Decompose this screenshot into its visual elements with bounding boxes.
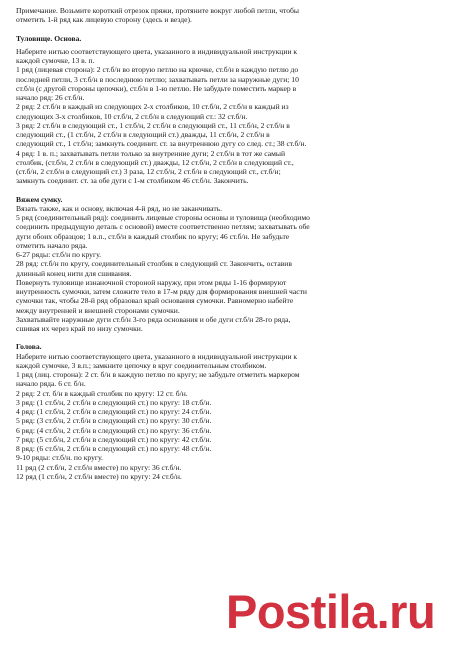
text-line: следующий ст., (1 ст.б/н, 2 ст.б/н в следующий ст.) дважды, 11 ст.б/н, 2 ст.б/н в [16,130,270,139]
head-section-text [16,352,448,482]
text-line: каждой сумочке, 13 в. п. [16,56,95,65]
text-line: 2 ряд: 2 ст.б/н в каждый из следующих 2-х столбиков, 10 ст.б/н, 2 ст.б/н в каждый из [16,102,289,112]
text-line: Повернуть туловище изнаночной стороной наружу, при этом ряды 1-16 формируют [16,277,287,287]
text-line: столбик, (ст.б/н, 2 ст.б/н в следующий ст.) дважды, 12 ст.б/н, 2 ст.б/н в следующий ст., [16,157,294,167]
text-line: 5 ряд: (3 ст.б/н, 2 ст.б/н в следующий ст.) по кругу: 30 ст.б/н. [16,416,212,426]
text-line: ст.б/н (с другой стороны цепочки), ст.б/н в 1-ю петлю. Не забудьте поместить маркер в [16,83,297,93]
watermark-logo: Postila.ru [226,585,436,638]
body-section-text [16,47,448,186]
text-line: начало ряда. 6 ст. б/н. [16,379,86,389]
text-line: 1 ряд (лицевая сторона): 2 ст.б/н во вторую петлю на крючке, ст.б/н в каждую петлю до [16,65,299,75]
text-line: отметить начало ряда. [16,240,88,250]
text-line: 1 ряд (лиц. сторона): 2 ст. б/н в каждую петлю по кругу; не забудьте отметить маркером [16,370,300,379]
text-line: 2 ряд: 2 ст. б/н в каждый столбик по кругу: 12 ст. б/н. [16,388,188,398]
text-line: 3 ряд: (1 ст.б/н, 2 ст.б/н в следующий ст.) по кругу: 18 ст.б/н. [16,397,212,407]
section-heading: Голова. [16,342,42,352]
text-line: 12 ряд (1 ст.б/н, 2 ст.б/н вместе) по кругу: 24 ст.б/н. [16,471,182,481]
text-line: следующих 3-х столбиков, 10 ст.б/н, 2 ст.б/н в следующий ст.: 32 ст.б/н. [16,111,248,121]
text-line: 4 ряд: (1 ст.б/н, 2 ст.б/н в следующий ст.) по кругу: 24 ст.б/н. [16,407,212,416]
text-line: сшивая их через край по низу сумочки. [16,324,143,333]
text-line: 7 ряд: (5 ст.б/н, 2 ст.б/н в следующий ст.) по кругу: 42 ст.б/н. [16,434,212,444]
body-section [16,34,448,186]
text-line: каждой сумочке, 3 в.п.; замкните цепочку в круг соединительным столбиком. [16,360,267,370]
text-line: 5 ряд (соединительный ряд): соединить лицевые стороны основы и туловища (необходимо [16,213,310,222]
text-line: начало ряд: 26 ст.б/н. [16,93,85,102]
text-line: соединить предыдущую деталь с основой) вместе соответственно петлям; захватывать обе [16,222,310,232]
text-line: замкнуть соединит. ст. за обе дуги с 1-м столбиком 46 ст.б/н. Закончить. [16,176,249,186]
bag-section [16,195,448,334]
text-line: внутренность сумочки, затем сложите тело в 17-м ряду для формирования внешней части [16,287,307,296]
note-line: отметить 1-й ряд как лицевую сторону (здесь и везде). [16,15,192,25]
text-line: между внутренней и внешней сторонами сумочки. [16,305,180,315]
text-line: 3 ряд: 2 ст.б/н в следующий ст., 1 ст.б/н, 2 ст.б/н в следующий ст., 11 ст.б/н, 2 ст.б/н в [16,120,290,130]
text-line: 8 ряд: (6 ст.б/н, 2 ст.б/н в следующий ст.) по кругу: 48 ст.б/н. [16,444,212,453]
text-line: Наберите нитью соответствующего цвета, указанного в индивидуальной инструкции к [16,46,298,56]
text-line: Наберите нитью соответствующего цвета, указанного в индивидуальной инструкции к [16,351,298,361]
document-page [16,6,448,481]
text-line: дуги обоих образцов; 1 в.п., ст.б/н в каждый столбик по кругу; 46 ст.б/н. Не забудьте [16,231,290,241]
text-line: длинный конец нити для сшивания. [16,268,132,278]
text-line: 9-10 ряды: ст.б/н. по кругу. [16,453,103,463]
text-line: последней петли, 3 ст.б/н в последнюю петлю; захватывать петли за наружные дуги; 10 [16,74,299,84]
text-line: 11 ряд (2 ст.б/н, 2 ст.б/н вместе) по кругу: 36 ст.б/н. [16,462,182,472]
text-line: 4 ряд: 1 в. п.; захватывать петли только за внутренние дуги; 2 ст.б/н в тот же самый [16,148,286,158]
bag-section-text [16,204,448,334]
text-line: 28 ряд: ст.б/н по кругу, соединительный столбик в следующий ст. Закончить, оставив [16,259,292,269]
note-block [16,6,448,25]
note-line: Примечание. Возьмите короткий отрезок пряжи, протяните вокруг любой петли, чтобы [16,6,300,15]
text-line: следующий ст., 1 ст.б/н; замкнуть соединит. ст. за внутреннюю дугу со след. ст.; 38 ст.б/н. [16,139,307,149]
text-line: сумочки так, чтобы 28-й ряд образовал край основания сумочки. Равномерно набейте [16,296,294,306]
text-line: (ст.б/н, 2 ст.б/н в следующий ст.) 3 раза, 12 ст.б/н, 2 ст.б/н в следующий ст., ст.б/н; [16,167,281,176]
text-line: 6 ряд: (4 ст.б/н, 2 ст.б/н в следующий ст.) по кругу: 36 ст.б/н. [16,425,212,435]
head-section [16,342,448,481]
text-line: Захватывайте наружные дуги ст.б/н 3-го ряда основания и обе дуги ст.б/н 28-го ряда, [16,314,291,324]
text-line: Вязать также, как и основу, включая 4-й ряд, но не заканчивать. [16,203,223,213]
section-heading: Вяжем сумку. [16,194,63,204]
text-line: 6-27 ряды: ст.б/н по кругу. [16,250,102,259]
section-heading: Туловище. Основа. [16,33,82,43]
